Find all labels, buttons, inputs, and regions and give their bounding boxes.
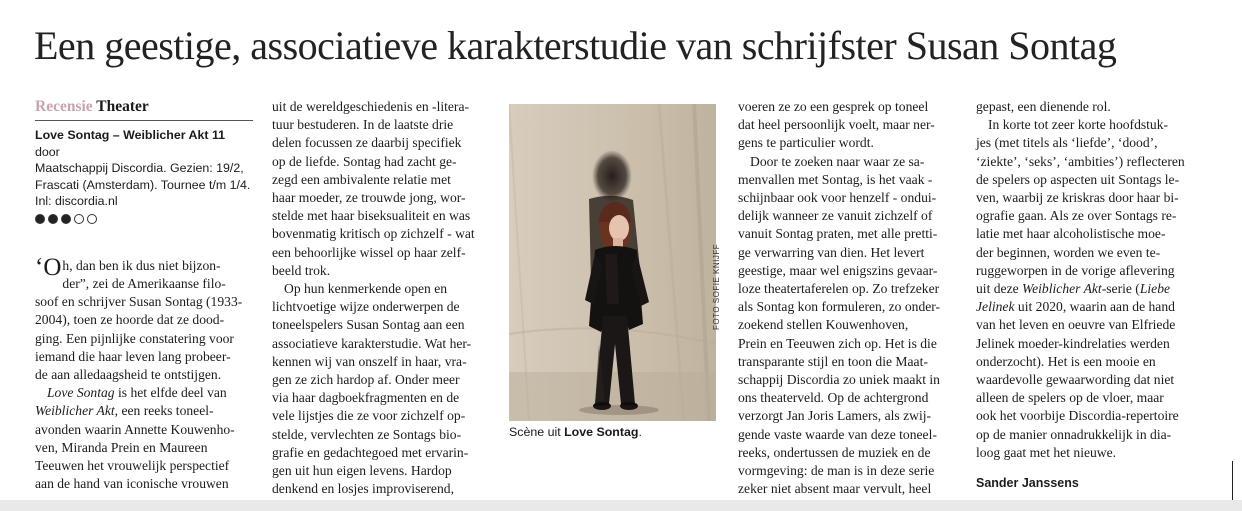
caption-title: Love Sontag bbox=[564, 425, 639, 439]
lead-paragraph bbox=[35, 253, 253, 384]
text-line: denkend en losjes improviserend, bbox=[272, 481, 454, 497]
text-line: schappij Discordia zo uniek maakt in bbox=[738, 372, 940, 388]
text-line: de spelers op aspecten uit Sontags le- bbox=[976, 171, 1180, 187]
text-line: voeren ze zo een gesprek op toneel bbox=[738, 99, 929, 114]
text-line: soof en schrijver Susan Sontag (1933- bbox=[35, 294, 243, 310]
text-line: ven, Miranda Prein en Maureen bbox=[35, 439, 208, 455]
text-line: uit de wereldgeschiedenis en -litera- bbox=[272, 99, 470, 114]
photo-credit: FOTO SOFIE KNIJFF bbox=[712, 243, 721, 330]
text-line: ging. Een pijnlijke constatering voor bbox=[35, 330, 234, 346]
text-line: In korte tot zeer korte hoofdstuk- bbox=[988, 117, 1169, 133]
info-line: Inl: discordia.nl bbox=[35, 194, 118, 209]
text-line: de aan alledaagsheid te ontstijgen. bbox=[35, 366, 222, 382]
text-line: Op hun kenmerkende open en bbox=[284, 281, 448, 297]
caption-suffix: . bbox=[638, 425, 642, 439]
text-line: als Sontag kon formuleren, zo onder- bbox=[738, 299, 941, 315]
text-line: latie met haar alcoholistische moe- bbox=[976, 226, 1166, 242]
article-tag bbox=[35, 98, 253, 116]
text-line: beeld trok. bbox=[272, 262, 331, 278]
caption-text: Scène uit bbox=[509, 425, 565, 439]
text-line: op de manier onnadrukkelijk in dia- bbox=[976, 426, 1172, 442]
italic-title: Weiblicher Akt bbox=[1022, 281, 1102, 297]
text-line: gende vaste waarde van deze toneel- bbox=[738, 426, 937, 442]
text-line: avonden waarin Annette Kouwenho- bbox=[35, 421, 235, 437]
photo-caption bbox=[509, 425, 642, 439]
column-3 bbox=[738, 98, 962, 498]
rating-star bbox=[48, 214, 58, 224]
text-line: tuur bestuderen. In de laatste drie bbox=[272, 117, 454, 133]
paragraph bbox=[272, 98, 488, 280]
text-line: grafie en gedachtegoed met ervarin- bbox=[272, 444, 469, 460]
text-line: stelde met haar biseksualiteit en was bbox=[272, 208, 471, 224]
column-1 bbox=[35, 98, 253, 493]
text-line: ‘ziekte’, ‘seks’, ‘ambities’) reflecteren bbox=[976, 153, 1185, 169]
text-line: ons theaterveld. Op de achtergrond bbox=[738, 390, 929, 406]
text-line: geestige, maar wel enigszins gevaar- bbox=[738, 262, 938, 278]
production-by: door bbox=[35, 144, 60, 159]
text-line: schijnbaar ook voor henzelf - ondui- bbox=[738, 190, 937, 206]
italic-title: Weiblicher Akt bbox=[35, 403, 115, 419]
text-line: zegd een ambivalente relatie met bbox=[272, 171, 451, 187]
text-line: vormgeving: de man is in deze serie bbox=[738, 463, 935, 479]
text-line: dat heel persoonlijk voelt, maar ner- bbox=[738, 117, 935, 133]
text-line: aan de hand van iconische vrouwen bbox=[35, 476, 229, 492]
text-line: vele lijstjes die ze voor zichzelf op- bbox=[272, 408, 466, 424]
text-line: der”, zei de Amerikaanse filo- bbox=[62, 275, 226, 291]
text-line: reeks, ondertussen de muziek en de bbox=[738, 444, 931, 460]
page-edge-line bbox=[1232, 461, 1233, 504]
text-line: delijk wanneer ze vanuit zichzelf of bbox=[738, 208, 933, 224]
text-line: ook het voorbije Discordia-repertoire bbox=[976, 408, 1179, 424]
text-line: haar moeder, ze trouwde jong, wor- bbox=[272, 190, 466, 206]
text-line: gens te particulier wordt. bbox=[738, 135, 874, 151]
headline: Een geestige, associatieve karakterstudie van schrijfster Susan Sontag bbox=[34, 23, 1117, 68]
text-line: ven, waarbij ze kriskras door haar bi- bbox=[976, 190, 1179, 206]
tag-section: Theater bbox=[96, 98, 149, 115]
text-line: transparante stijl en toon die Maat- bbox=[738, 353, 928, 369]
rating-star bbox=[35, 214, 45, 224]
star-rating bbox=[35, 214, 253, 224]
paragraph bbox=[976, 98, 1202, 116]
paragraph bbox=[272, 280, 488, 498]
text-line: kennen wij van onszelf in haar, vra- bbox=[272, 353, 467, 369]
info-line: Maatschappij Discordia. Gezien: 19/2, bbox=[35, 161, 244, 176]
text-line: -serie ( bbox=[1101, 281, 1140, 297]
text-line: toneelspelers Susan Sontag aan een bbox=[272, 317, 465, 333]
text-line: iemand die haar leven lang probeer- bbox=[35, 348, 231, 364]
text-line: Jelinek moeder-kindrelaties werden bbox=[976, 335, 1170, 351]
text-line: is het elfde deel van bbox=[114, 385, 227, 401]
production-title: Love Sontag – Weiblicher Akt 11 bbox=[35, 128, 226, 143]
text-line: een behoorlijke wissel op haar zelf- bbox=[272, 244, 466, 260]
italic-title: Love Sontag bbox=[47, 385, 115, 401]
tag-divider bbox=[35, 120, 253, 121]
text-line: associatieve karakterstudie. Wat her- bbox=[272, 335, 472, 351]
column-2 bbox=[272, 98, 488, 498]
text-line: menvallen met Sontag, is het vaak - bbox=[738, 171, 933, 187]
text-line: uit 2020, waarin aan de hand bbox=[1014, 299, 1175, 315]
text-line: vanuit Sontag praten, met alle pretti- bbox=[738, 226, 938, 242]
text-line: onderzocht). Het is een mooie en bbox=[976, 353, 1156, 369]
text-line: h, dan ben ik dus niet bijzon- bbox=[62, 257, 221, 273]
text-line: ografie gaan. Als ze over Sontags re- bbox=[976, 208, 1177, 224]
stage-photo bbox=[509, 104, 716, 421]
paragraph bbox=[738, 98, 962, 153]
text-line: alleen de spelers op de vloer, maar bbox=[976, 390, 1164, 406]
text-line: ruggeworpen in de vorige aflevering bbox=[976, 262, 1175, 278]
text-line: Door te zoeken naar waar ze sa- bbox=[750, 153, 925, 169]
text-line: van het leven en oeuvre van Elfriede bbox=[976, 317, 1176, 333]
text-line: op de liefde. Sontag had zacht ge- bbox=[272, 153, 457, 169]
paragraph bbox=[738, 153, 962, 499]
text-line: loze theatertaferelen op. Zo trefzeker bbox=[738, 281, 940, 297]
text-line: Prein en Teeuwen zich op. Het is die bbox=[738, 335, 937, 351]
column-4 bbox=[976, 98, 1202, 492]
text-line: gen ze zich hardop af. Onder meer bbox=[272, 372, 460, 388]
italic-title: Liebe bbox=[1139, 281, 1171, 297]
production-info bbox=[35, 127, 253, 224]
bottom-bar bbox=[0, 500, 1242, 511]
text-line: lichtvoetige wijze onderwerpen de bbox=[272, 299, 460, 315]
text-line: stelde, vervlechten ze Sontags bio- bbox=[272, 426, 462, 442]
text-line: ge verwarring van dien. Het levert bbox=[738, 244, 925, 260]
text-line: der beginnen, worden we even te- bbox=[976, 244, 1161, 260]
text-line: gen uit hun eigen levens. Hardop bbox=[272, 463, 452, 479]
author-signature: Sander Janssens bbox=[976, 476, 1079, 491]
text-line: via haar dagboekfragmenten en de bbox=[272, 390, 460, 406]
text-line: bovenmatig kritisch op zichzelf - wat bbox=[272, 226, 475, 242]
text-line: verzorgt Jan Joris Lamers, als zwij- bbox=[738, 408, 932, 424]
text-line: zoekend stellen Kouwenhoven, bbox=[738, 317, 909, 333]
tag-kind: Recensie bbox=[35, 98, 93, 115]
text-line: jes (met titels als ‘liefde’, ‘dood’, bbox=[976, 135, 1158, 151]
text-line: 2004), toen ze hoorde dat ze dood- bbox=[35, 312, 225, 328]
info-line: Frascati (Amsterdam). Tournee t/m 1/4. bbox=[35, 177, 251, 192]
rating-star bbox=[87, 214, 97, 224]
paragraph bbox=[35, 384, 253, 493]
paragraph bbox=[976, 116, 1202, 462]
performer-photo bbox=[509, 104, 716, 421]
text-line: Teeuwen het vrouwelijk perspectief bbox=[35, 457, 230, 473]
rating-star bbox=[74, 214, 84, 224]
text-line: uit deze bbox=[976, 281, 1023, 297]
dropcap: ‘O bbox=[35, 253, 62, 281]
text-line: gepast, een dienende rol. bbox=[976, 99, 1111, 114]
text-line: waardevolle gewaarwording dat niet bbox=[976, 372, 1175, 388]
text-line: delen focussen ze daarbij specifiek bbox=[272, 135, 462, 151]
italic-title: Jelinek bbox=[976, 299, 1015, 315]
text-line: loog gaat met het nieuwe. bbox=[976, 444, 1117, 460]
rating-star bbox=[61, 214, 71, 224]
text-line: , een reeks toneel- bbox=[114, 403, 214, 419]
text-line: zeker niet absent maar vervult, heel bbox=[738, 481, 932, 497]
